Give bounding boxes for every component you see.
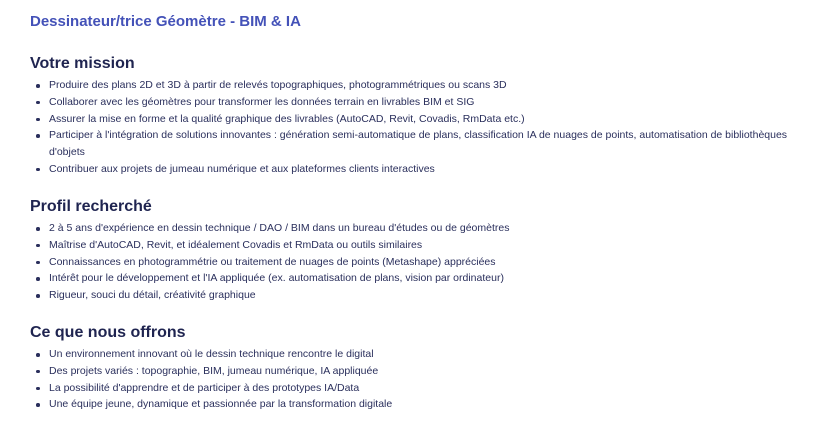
list-item-text: Intérêt pour le développement et l'IA appliquée (ex. automatisation de plans, vision par ordinateur) [49, 272, 504, 285]
section-heading: Profil recherché [30, 198, 152, 215]
bullet-icon [36, 294, 40, 298]
list-item [30, 111, 800, 128]
bullet-icon [36, 118, 40, 122]
bullet-icon [36, 387, 40, 391]
list-item [30, 363, 800, 380]
list-item [30, 220, 800, 237]
bullet-list [30, 220, 800, 304]
section-offre [30, 324, 800, 413]
list-item-text: Contribuer aux projets de jumeau numérique et aux plateformes clients interactives [49, 162, 435, 175]
list-item-text: Participer à l'intégration de solutions innovantes : génération semi-automatique de plans, classification IA de nuages de points, automatisation de bibliothèques d'objets [49, 129, 788, 159]
job-title: Dessinateur/trice Géomètre - BIM & IA [30, 13, 301, 30]
bullet-list [30, 346, 800, 413]
list-item [30, 77, 800, 94]
list-item-text: Collaborer avec les géomètres pour transformer les données terrain en livrables BIM et SIG [49, 95, 475, 108]
list-item [30, 346, 800, 363]
list-item-text: Une équipe jeune, dynamique et passionnée par la transformation digitale [49, 398, 393, 411]
list-item [30, 254, 800, 271]
list-item [30, 396, 800, 413]
section-heading: Votre mission [30, 55, 135, 72]
list-item-text: Connaissances en photogrammétrie ou traitement de nuages de points (Metashape) appréciées [49, 255, 496, 268]
list-item [30, 161, 800, 178]
list-item-text: Assurer la mise en forme et la qualité graphique des livrables (AutoCAD, Revit, Covadis, RmData etc.) [49, 112, 525, 125]
bullet-icon [36, 370, 40, 374]
list-item [30, 94, 800, 111]
bullet-icon [36, 84, 40, 88]
bullet-icon [36, 244, 40, 248]
list-item-text: La possibilité d'apprendre et de participer à des prototypes IA/Data [49, 381, 360, 394]
list-item-text: Produire des plans 2D et 3D à partir de relevés topographiques, photogrammétriques ou scans 3D [49, 79, 507, 91]
section-profil [30, 198, 800, 304]
bullet-icon [36, 101, 40, 105]
list-item-text: Des projets variés : topographie, BIM, jumeau numérique, IA appliquée [49, 364, 379, 377]
list-item [30, 127, 800, 161]
section-mission [30, 55, 800, 178]
list-item [30, 237, 800, 254]
bullet-icon [36, 134, 40, 138]
list-item-text: Maîtrise d'AutoCAD, Revit, et idéalement Covadis et RmData ou outils similaires [49, 238, 423, 251]
bullet-list [30, 77, 800, 178]
section-heading: Ce que nous offrons [30, 324, 186, 341]
bullet-icon [36, 227, 40, 231]
bullet-icon [36, 261, 40, 265]
bullet-icon [36, 168, 40, 172]
list-item-text: 2 à 5 ans d'expérience en dessin technique / DAO / BIM dans un bureau d'études ou de géomètres [49, 222, 510, 234]
bullet-icon [36, 277, 40, 281]
bullet-icon [36, 353, 40, 357]
list-item [30, 380, 800, 397]
list-item [30, 270, 800, 287]
bullet-icon [36, 403, 40, 407]
list-item [30, 287, 800, 304]
list-item-text: Rigueur, souci du détail, créativité graphique [49, 289, 256, 302]
list-item-text: Un environnement innovant où le dessin technique rencontre le digital [49, 348, 374, 360]
